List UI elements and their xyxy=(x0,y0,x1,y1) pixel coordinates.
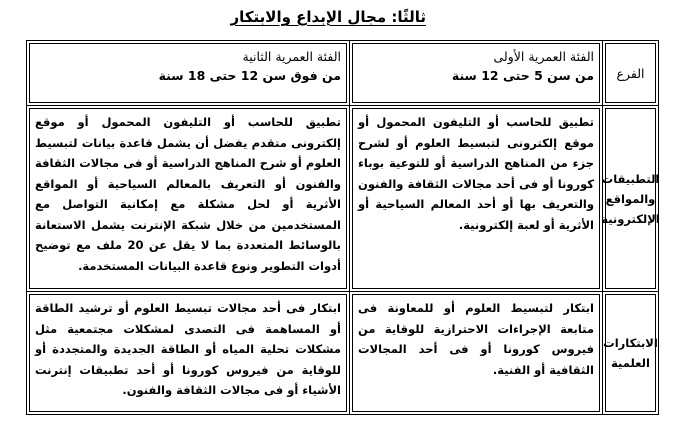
competition-table xyxy=(26,40,659,415)
age1-description: تطبيق للحاسب أو التليفون المحمول أو موقع إلكترونى لتبسيط العلوم أو لشرح جزء من المناهج الدراسية أو للتوعية بوباء كورونا أو فى أحد مجالات الثقافة والفنون والتعريف بها أو أحد المعالم السياحية أو الأثرية أو لعبة إلكترونية. xyxy=(358,115,594,232)
table-row xyxy=(27,106,659,292)
branch-cell xyxy=(603,292,659,415)
header-age1-cell xyxy=(350,41,603,106)
header-age2-title: الفئة العمرية الثانية xyxy=(242,49,341,64)
header-age2-cell xyxy=(27,41,350,106)
age2-cell xyxy=(27,292,350,415)
header-age2-range: من فوق سن 12 حتى 18 سنة xyxy=(158,68,341,83)
header-age1-title: الفئة العمرية الأولى xyxy=(493,49,594,64)
age2-cell xyxy=(27,106,350,292)
branch-cell xyxy=(603,106,659,292)
age2-description: تطبيق للحاسب أو التليفون المحمول أو موقع إلكترونى متقدم يفضل أن يشمل قاعدة بيانات لتبسيط العلوم أو شرح المناهج الدراسية أو فى مجالات الثقافة والفنون أو التعريف بالمعالم السياحية أو المواقع الأثرية أو لحل مشكلة مع إمكانية التواصل مع المستخدمين من خلال شبكة الإنترنت يشمل الاستعانة بالوسائط المتعددة بما لا يقل عن 20 ملف مع توضيح أدوات التطوير ونوع قاعدة البيانات المستخدمة. xyxy=(35,115,341,273)
header-age1-range: من سن 5 حتى 12 سنة xyxy=(451,68,594,83)
age1-description: ابتكار لتبسيط العلوم أو للمعاونة فى متابعة الإجراءات الاحترازية للوقاية من فيروس كورونا أو فى أحد المجالات الثقافية أو الفنية. xyxy=(358,301,594,377)
table-header-row xyxy=(27,41,659,106)
branch-label-innovations: الابتكارات العلمية xyxy=(603,336,658,370)
branch-label-apps: التطبيقات والمواقع الإلكترونية xyxy=(601,171,660,226)
age2-description: ابتكار فى أحد مجالات تبسيط العلوم أو ترشيد الطاقة أو المساهمة فى التصدى لمشكلات مجتمعية مثل مشكلات تحلية المياه أو الطاقة الجديدة والمتجددة أو للوقاية من فيروس كورونا أو أحد تطبيقات إنترنت الأشياء أو فى مجالات الثقافة والفنون. xyxy=(35,301,341,397)
age1-cell xyxy=(350,292,603,415)
section-heading: ثالثًا: مجال الإبداع والابتكار xyxy=(230,8,426,26)
header-branch-label: الفرع xyxy=(616,65,645,81)
header-branch-cell xyxy=(603,41,659,106)
age1-cell xyxy=(350,106,603,292)
table-row xyxy=(27,292,659,415)
